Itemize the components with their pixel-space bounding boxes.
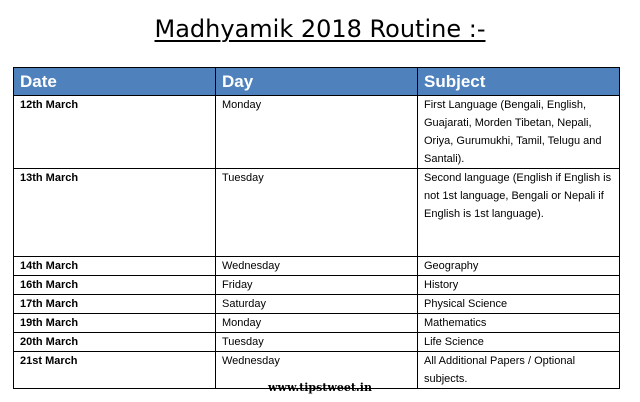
date-cell: 12th March (14, 96, 216, 169)
routine-table (13, 67, 620, 389)
page-title: Madhyamik 2018 Routine :- (154, 15, 486, 43)
subject-cell: Second language (English if English is not 1st language, Bengali or Nepali if English is 1st language). (418, 169, 620, 257)
day-cell: Tuesday (216, 169, 418, 257)
day-cell: Friday (216, 276, 418, 295)
table-row (14, 96, 620, 169)
date-cell: 13th March (14, 169, 216, 257)
column-header-date: Date (14, 68, 216, 96)
day-cell: Monday (216, 96, 418, 169)
day-cell: Wednesday (216, 352, 418, 389)
column-header-subject: Subject (418, 68, 620, 96)
watermark: www.tipstweet.in (268, 381, 372, 394)
date-cell: 14th March (14, 257, 216, 276)
subject-cell: First Language (Bengali, English, Guajarati, Morden Tibetan, Nepali, Oriya, Gurumukhi, Tamil, Telugu and Santali). (418, 96, 620, 169)
table-row (14, 333, 620, 352)
date-cell: 19th March (14, 314, 216, 333)
date-cell: 16th March (14, 276, 216, 295)
date-cell: 21st March (14, 352, 216, 389)
day-cell: Wednesday (216, 257, 418, 276)
table-header-row (14, 68, 620, 96)
subject-cell: All Additional Papers / Optional subjects. (418, 352, 620, 389)
day-cell: Monday (216, 314, 418, 333)
table-row (14, 314, 620, 333)
table-row (14, 295, 620, 314)
subject-cell: Life Science (418, 333, 620, 352)
day-cell: Tuesday (216, 333, 418, 352)
subject-cell: Geography (418, 257, 620, 276)
subject-cell: History (418, 276, 620, 295)
column-header-day: Day (216, 68, 418, 96)
table-row (14, 169, 620, 257)
subject-cell: Mathematics (418, 314, 620, 333)
date-cell: 17th March (14, 295, 216, 314)
table-row (14, 276, 620, 295)
subject-cell: Physical Science (418, 295, 620, 314)
table-row (14, 257, 620, 276)
day-cell: Saturday (216, 295, 418, 314)
date-cell: 20th March (14, 333, 216, 352)
